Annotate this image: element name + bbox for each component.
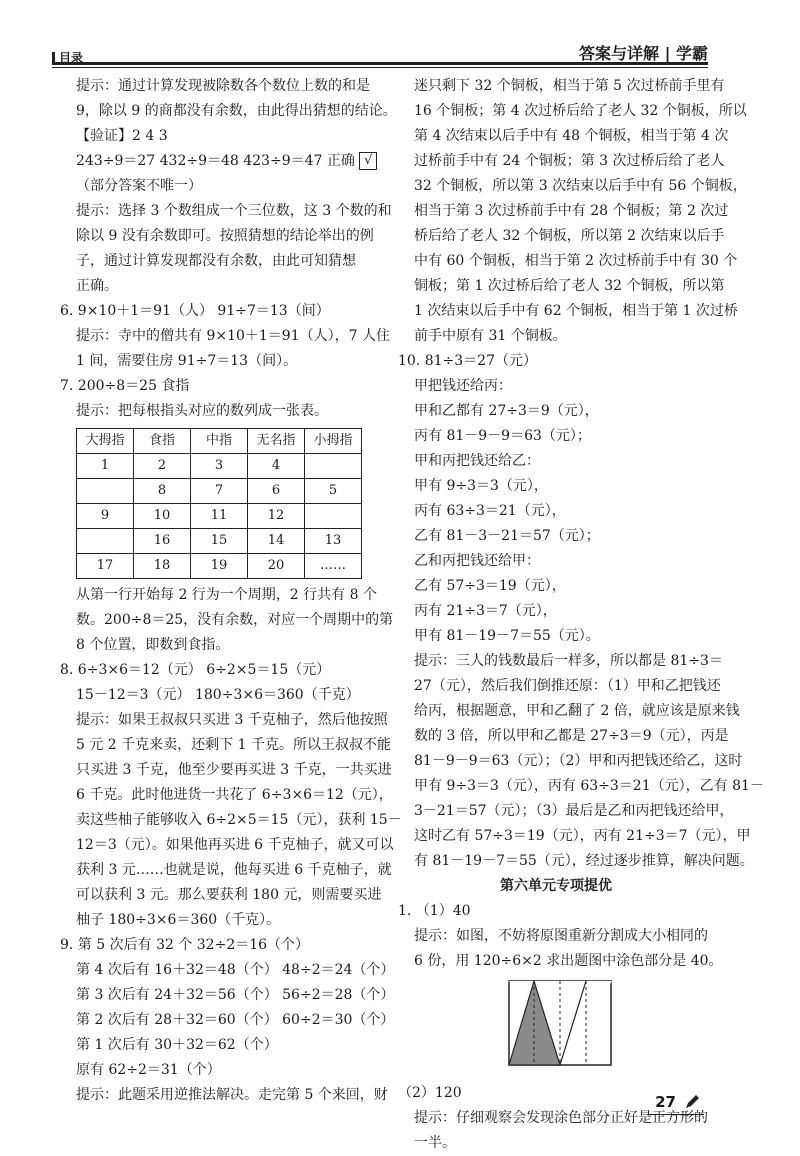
table-cell: 9 (77, 504, 134, 529)
table-cell: 11 (191, 504, 248, 529)
table-cell: 5 (305, 479, 362, 504)
text-line: 16 个铜板；第 4 次过桥后给了老人 32 个铜板，所以 (414, 103, 747, 119)
text-line: 12＝3（元）。如果他再买进 6 千克柚子，就又可以 (76, 837, 394, 853)
text-line: 相当于第 3 次过桥前手中有 28 个铜板；第 2 次过 (414, 203, 729, 219)
text-line: 丙有 21÷3＝7（元）， (414, 603, 557, 619)
text-line: 只买进 3 千克，他至少要再买进 3 千克，一共买进 (76, 762, 392, 778)
answer-8: 8. 6÷3×6＝12（元） 6÷2×5＝15（元） (60, 662, 331, 678)
text-line: 第 3 次后有 24＋32＝56（个） 56÷2＝28（个） (76, 987, 395, 1003)
text-line: 提示：如图，不妨将原图重新分割成大小相同的 (414, 928, 708, 944)
table-cell: 17 (77, 554, 134, 579)
text-line: 81－9－9＝63（元）；（2）甲和丙把钱还给乙，这时 (414, 753, 743, 769)
text-line: 【验证】2 4 3 (76, 128, 168, 144)
table-header: 无名指 (248, 429, 305, 454)
table-cell: 13 (305, 529, 362, 554)
text-line: 8 个位置，即数到食指。 (76, 637, 230, 653)
page-number (655, 1093, 700, 1111)
table-cell: 1 (77, 454, 134, 479)
text-line: 过桥前手中有 24 个铜板；第 3 次过桥后给了老人 (414, 153, 725, 169)
text-line: 获利 3 元……也就是说，他每买进 6 千克柚子，就 (76, 862, 392, 878)
answer-unit6-1: 1. （1）40 (398, 903, 471, 919)
table-cell: …… (305, 554, 362, 579)
text-line: 提示：仔细观察会发现涂色部分正好是正方形的 (414, 1110, 708, 1126)
table-header-row (77, 429, 362, 454)
table-cell: 6 (248, 479, 305, 504)
text-line: 可以获利 3 元。那么要获利 180 元，则需要买进 (76, 887, 382, 903)
text-line: 丙有 81－9－9＝63（元）； (414, 428, 591, 444)
finger-table (76, 428, 362, 579)
table-cell: 12 (248, 504, 305, 529)
text-line: 子，通过计算发现都没有余数，由此可知猜想 (76, 253, 356, 269)
text-line: 第 1 次后有 30＋32＝62（个） (76, 1037, 278, 1053)
text-line: 甲和乙都有 27÷3＝9（元）， (414, 403, 599, 419)
text-line: 一半。 (414, 1135, 456, 1151)
text-line: 甲有 81－19－7＝55（元）。 (414, 628, 600, 644)
table-cell: 10 (134, 504, 191, 529)
text-line: 原有 62÷2＝31（个） (76, 1062, 221, 1078)
table-row (77, 554, 362, 579)
text-line: 甲和丙把钱还给乙： (414, 453, 540, 469)
page-number-text: 27 (655, 1093, 676, 1111)
text-line: 第 4 次结束以后手中有 48 个铜板，相当于第 4 次 (414, 128, 729, 144)
answer-9: 9. 第 5 次后有 32 个 32÷2＝16（个） (60, 937, 310, 953)
text-line: 15－12＝3（元） 180÷3×6＝360（千克） (76, 687, 360, 703)
text-line: 除以 9 没有余数即可。按照猜想的结论举出的例 (76, 228, 374, 244)
square-triangle-diagram (508, 980, 612, 1066)
text-line: 甲把钱还给丙： (414, 378, 512, 394)
header-right-title: 答案与详解 | 学霸 (579, 44, 708, 63)
text-line: 提示：通过计算发现被除数各个数位上数的和是 (76, 78, 370, 94)
text-line: 第 2 次后有 28＋32＝60（个） 60÷2＝30（个） (76, 1012, 395, 1028)
table-header: 大拇指 (77, 429, 134, 454)
table-cell: 16 (134, 529, 191, 554)
text-line: 给丙，根据题意，甲和乙翻了 2 倍，就应该是原来钱 (414, 703, 740, 719)
table-cell: 7 (191, 479, 248, 504)
text-line: 9，除以 9 的商都没有余数，由此得出猜想的结论。 (76, 103, 397, 119)
text-line: 27（元），然后我们倒推还原：（1）甲和乙把钱还 (414, 678, 721, 694)
text-line: 提示：把每根指头对应的数列成一张表。 (76, 403, 328, 419)
header-left-text: 目录 (59, 51, 84, 65)
text-line: 提示：如果王叔叔只买进 3 千克柚子，然后他按照 (76, 712, 388, 728)
text-line: 柚子 180÷3×6＝360（千克）。 (76, 912, 281, 928)
text-line: 提示：寺中的僧共有 9×10＋1＝91（人），7 人住 (76, 328, 390, 344)
header-rule-thin (52, 67, 708, 68)
table-cell: 20 (248, 554, 305, 579)
table-cell (305, 504, 362, 529)
table-header: 食指 (134, 429, 191, 454)
table-cell: 8 (134, 479, 191, 504)
table-header: 小拇指 (305, 429, 362, 454)
text-line: 丙有 63÷3＝21（元）， (414, 503, 566, 519)
text-line: 桥后给了老人 32 个铜板，所以第 2 次结束以后手 (414, 228, 725, 244)
table-row (77, 529, 362, 554)
text-line: （部分答案不唯一） (76, 178, 202, 194)
text-line: 提示：三人的钱数最后一样多，所以都是 81÷3＝ (414, 653, 723, 669)
text-line: 铜板；第 1 次过桥后给了老人 32 个铜板，所以第 (414, 278, 725, 294)
text-line: 5 元 2 千克来卖，还剩下 1 千克。所以王叔叔不能 (76, 737, 391, 753)
table-cell: 18 (134, 554, 191, 579)
text-line: 甲有 9÷3＝3（元）， (414, 478, 548, 494)
text-line: 第 4 次后有 16＋32＝48（个） 48÷2＝24（个） (76, 962, 395, 978)
text-line: 数的 3 倍，所以甲和乙都是 27÷3＝9（元），丙是 (414, 728, 729, 744)
table-cell: 3 (191, 454, 248, 479)
table-row (77, 504, 362, 529)
table-header: 中指 (191, 429, 248, 454)
text-line: 1 次结束以后手中有 62 个铜板，相当于第 1 次过桥 (414, 303, 738, 319)
text-line: 卖这些柚子能够收入 6÷2×5＝15（元），获利 15－ (76, 812, 402, 828)
text-line: 32 个铜板，所以第 3 次结束以后手中有 56 个铜板， (414, 178, 747, 194)
section-title: 第六单元专项提优 (500, 878, 612, 894)
answer-unit6-1-2: （2）120 (398, 1085, 462, 1101)
text-line: 提示：选择 3 个数组成一个三位数，这 3 个数的和 (76, 203, 392, 219)
text-line: 数。200÷8＝25，没有余数，对应一个周期中的第 (76, 612, 394, 628)
text-line: 提示：此题采用逆推法解决。走完第 5 个来回，财 (76, 1087, 388, 1103)
text-line: 中有 60 个铜板，相当于第 2 次过桥前手中有 30 个 (414, 253, 738, 269)
header-rule (52, 62, 708, 65)
text-line: 前手中原有 31 个铜板。 (414, 328, 567, 344)
text-line: 6 千克。此时他进货一共花了 6÷3×6＝12（元）， (76, 787, 393, 803)
text-line: 迷只剩下 32 个铜板，相当于第 5 次过桥前手里有 (414, 78, 725, 94)
text-line: 乙和丙把钱还给甲： (414, 553, 540, 569)
text-line: 从第一行开始每 2 行为一个周期，2 行共有 8 个 (76, 587, 377, 603)
text-line: 有 81－19－7＝55（元），经过逐步推算，解决问题。 (414, 853, 754, 869)
table-row (77, 479, 362, 504)
text-line: 乙有 57÷3＝19（元）， (414, 578, 566, 594)
table-cell: 2 (134, 454, 191, 479)
table-cell (305, 454, 362, 479)
pen-icon (684, 1094, 700, 1110)
page-number-underline (647, 1114, 704, 1115)
square-triangle-figure (508, 980, 714, 1075)
text-line: 正确。 (76, 278, 118, 294)
right-column (398, 74, 764, 1156)
table-cell (77, 479, 134, 504)
table-cell: 15 (191, 529, 248, 554)
text-line: 1 间，需要住房 91÷7＝13（间）。 (76, 353, 298, 369)
table-cell (77, 529, 134, 554)
table-cell: 4 (248, 454, 305, 479)
text-line (60, 149, 382, 174)
table-cell: 19 (191, 554, 248, 579)
text-line: 6 份，用 120÷6×2 求出题图中涂色部分是 40。 (414, 953, 723, 969)
answer-10: 10. 81÷3＝27（元） (398, 353, 537, 369)
answer-6: 6. 9×10＋1＝91（人） 91÷7＝13（间） (60, 303, 330, 319)
text-line: 乙有 81－3－21＝57（元）； (414, 528, 600, 544)
answer-7: 7. 200÷8＝25 食指 (60, 378, 190, 394)
checkmark-icon: √ (359, 152, 377, 170)
verify-equations: 243÷9＝27 432÷9＝48 423÷9＝47 正确 (76, 153, 355, 169)
table-row (77, 454, 362, 479)
text-line: 这时乙有 57÷3＝19（元），丙有 21÷3＝7（元），甲 (414, 828, 751, 844)
text-line: 3－21＝57（元）；（3）最后是乙和丙把钱还给甲， (414, 803, 734, 819)
table-cell: 14 (248, 529, 305, 554)
text-line: 甲有 9÷3＝3（元），丙有 63÷3＝21（元），乙有 81－ (414, 778, 764, 794)
left-column (60, 74, 402, 1108)
